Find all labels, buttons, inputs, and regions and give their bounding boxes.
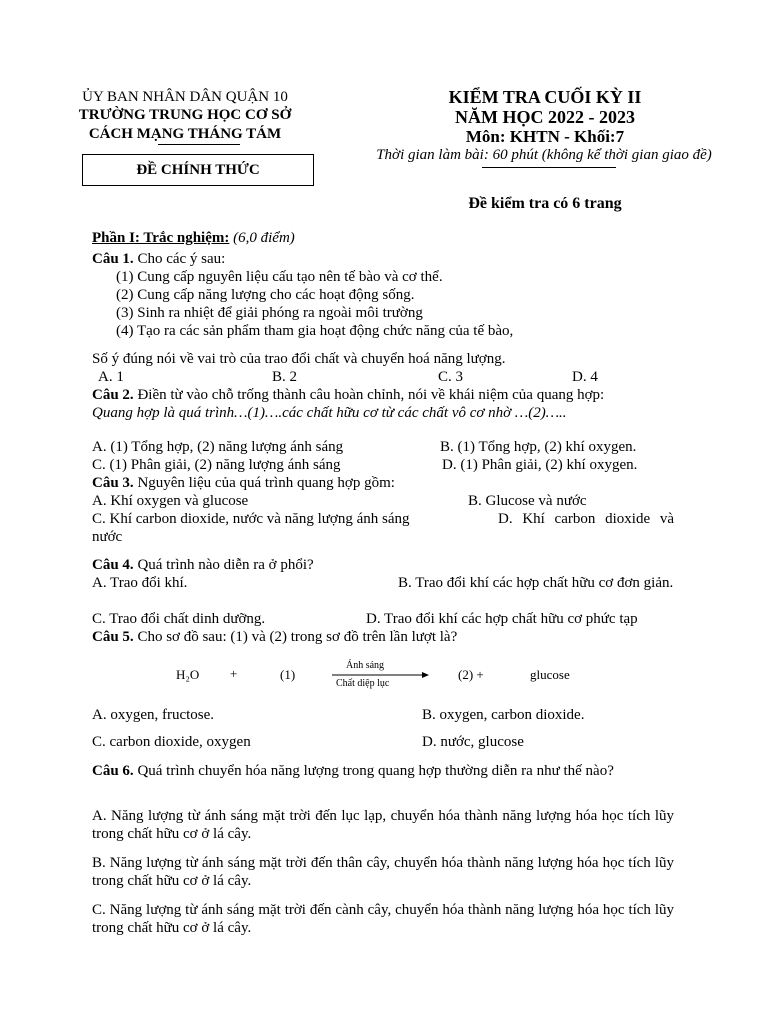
q1-option-b: B. 2 <box>272 369 298 385</box>
q2-fill-sentence: Quang hợp là quá trình…(1)….các chất hữu cơ từ các chất vô cơ nhờ …(2)….. <box>92 405 567 421</box>
q2-option-b: B. (1) Tổng hợp, (2) khí oxygen. <box>440 439 637 455</box>
q2-option-c: C. (1) Phân giải, (2) năng lượng ánh sáng <box>92 457 341 473</box>
q1-item-1: (1) Cung cấp nguyên liệu cấu tạo nên tế bào và cơ thể. <box>116 269 443 285</box>
q5-option-c: C. carbon dioxide, oxygen <box>92 734 251 750</box>
official-exam-box <box>82 154 314 186</box>
q1-item-4: (4) Tạo ra các sản phẩm tham gia hoạt động chức năng của tế bào, <box>116 323 514 339</box>
q4-stem-text: Quá trình nào diễn ra ở phổi? <box>137 557 314 573</box>
q2-option-d: D. (1) Phân giải, (2) khí oxygen. <box>442 457 638 473</box>
official-exam-label: ĐỀ CHÍNH THỨC <box>136 162 260 178</box>
q1-label: Câu 1. <box>92 251 134 267</box>
q1-option-a: A. 1 <box>98 369 124 385</box>
q6-stem-text: Quá trình chuyển hóa năng lượng trong quang hợp thường diễn ra như thế nào? <box>137 763 614 779</box>
equation-plus: + <box>230 666 238 681</box>
q2-stem-text: Điền từ vào chỗ trống thành câu hoàn chỉnh, nói về khái niệm của quang hợp: <box>137 387 605 403</box>
q4-option-b: B. Trao đổi khí các hợp chất hữu cơ đơn giản. <box>398 575 674 591</box>
q4-option-c: C. Trao đổi chất dinh dưỡng. <box>92 611 266 627</box>
q3-stem <box>92 474 395 492</box>
q4-label: Câu 4. <box>92 557 134 573</box>
q3-option-d: D. Khí carbon dioxide và nước <box>92 511 674 545</box>
equation-glucose: glucose <box>530 667 570 682</box>
q6-option-a: A. Năng lượng từ ánh sáng mặt trời đến lục lạp, chuyển hóa thành năng lượng hóa học tích lũy trong chất hữu cơ ở lá cây. <box>92 808 674 842</box>
q4-option-d: D. Trao đổi khí các hợp chất hữu cơ phức tạp <box>366 611 638 627</box>
q1-item-2: (2) Cung cấp năng lượng cho các hoạt động sống. <box>116 287 415 303</box>
q3-label: Câu 3. <box>92 475 134 491</box>
q6-stem <box>92 762 674 780</box>
header-right-divider <box>482 167 616 168</box>
q3-stem-text: Nguyên liệu của quá trình quang hợp gồm: <box>137 475 395 491</box>
q1-option-c: C. 3 <box>438 369 464 385</box>
school-name-line1: TRƯỜNG TRUNG HỌC CƠ SỞ <box>78 107 292 123</box>
q3-option-b: B. Glucose và nước <box>468 493 587 509</box>
q1-option-d: D. 4 <box>572 369 598 385</box>
q1-item-3: (3) Sinh ra nhiệt để giải phóng ra ngoài môi trường <box>116 305 423 321</box>
q2-stem <box>92 386 604 404</box>
q6-label: Câu 6. <box>92 763 134 779</box>
q1-stem-text: Cho các ý sau: <box>137 251 226 267</box>
q5-option-b: B. oxygen, carbon dioxide. <box>422 707 585 723</box>
q1-stem <box>92 250 225 268</box>
q4-option-a: A. Trao đổi khí. <box>92 575 188 591</box>
school-year: NĂM HỌC 2022 - 2023 <box>455 107 635 127</box>
q6-option-b: B. Năng lượng từ ánh sáng mặt trời đến thân cây, chuyển hóa thành năng lượng hóa học tích lũy trong chất hữu cơ ở lá cây. <box>92 855 674 889</box>
equation-condition-light: Ánh sáng <box>346 660 385 671</box>
q5-stem <box>92 628 457 646</box>
subject-grade: Môn: KHTN - Khối:7 <box>465 127 625 146</box>
exam-duration: Thời gian làm bài: 60 phút (không kể thời gian giao đề) <box>376 147 712 163</box>
part1-title: Phần I: Trắc nghiệm: <box>92 230 230 246</box>
committee-name: ỦY BAN NHÂN DÂN QUẬN 10 <box>82 89 288 105</box>
q5-label: Câu 5. <box>92 629 134 645</box>
q6-option-c: C. Năng lượng từ ánh sáng mặt trời đến cành cây, chuyển hóa thành năng lượng hóa học tích lũy trong chất hữu cơ ở lá cây. <box>92 902 674 936</box>
q5-stem-text: Cho sơ đồ sau: (1) và (2) trong sơ đồ trên lần lượt là? <box>137 629 458 645</box>
equation-h2o: H₂O <box>176 667 200 682</box>
part1-points: (6,0 điểm) <box>233 230 295 246</box>
equation-blank-2: (2) + <box>458 667 484 682</box>
photosynthesis-equation <box>160 656 608 694</box>
equation-blank-1: (1) <box>280 667 296 682</box>
q5-option-a: A. oxygen, fructose. <box>92 707 215 723</box>
school-name-line2: CÁCH MẠNG THÁNG TÁM <box>88 126 282 142</box>
part1-heading <box>92 229 295 247</box>
q3-option-a: A. Khí oxygen và glucose <box>92 493 249 509</box>
q3-option-c: C. Khí carbon dioxide, nước và năng lượng ánh sáng <box>92 511 410 527</box>
q1-question: Số ý đúng nói về vai trò của trao đổi chất và chuyển hoá năng lượng. <box>92 351 506 367</box>
page-count-note: Đề kiểm tra có 6 trang <box>468 195 622 212</box>
q5-option-d: D. nước, glucose <box>422 734 524 750</box>
exam-title: KIỂM TRA CUỐI KỲ II <box>448 87 642 107</box>
q2-option-a: A. (1) Tổng hợp, (2) năng lượng ánh sáng <box>92 439 344 455</box>
q2-label: Câu 2. <box>92 387 134 403</box>
header-left-divider <box>158 144 240 145</box>
q4-stem <box>92 556 314 574</box>
equation-condition-chlorophyll: Chất diệp lục <box>336 678 390 689</box>
